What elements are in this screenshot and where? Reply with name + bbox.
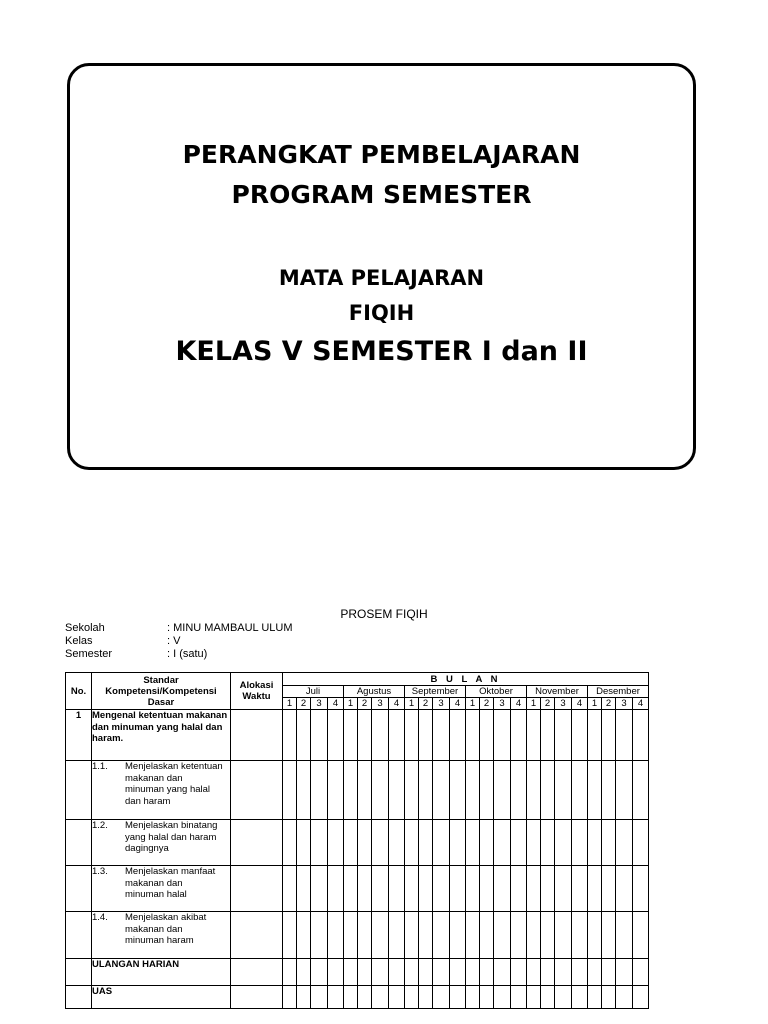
week-cell	[372, 912, 389, 959]
week-cell	[511, 866, 527, 912]
row-number	[66, 866, 92, 912]
header-no: No.	[66, 673, 92, 710]
week-cell	[433, 820, 450, 866]
week-cell	[328, 820, 344, 866]
week-cell	[588, 761, 602, 820]
week-cell	[527, 710, 541, 761]
month-header: Oktober	[466, 686, 527, 698]
week-cell	[344, 710, 358, 761]
week-cell	[297, 912, 311, 959]
kd-number: 1.2.	[92, 820, 108, 831]
week-header: 3	[494, 698, 511, 710]
week-cell	[494, 959, 511, 986]
week-cell	[433, 710, 450, 761]
week-cell	[541, 986, 555, 1009]
week-cell	[527, 820, 541, 866]
kd-number: 1.4.	[92, 912, 108, 923]
week-cell	[311, 820, 328, 866]
week-cell	[283, 986, 297, 1009]
week-cell	[283, 761, 297, 820]
week-cell	[311, 761, 328, 820]
week-cell	[328, 866, 344, 912]
week-cell	[616, 986, 633, 1009]
week-cell	[466, 710, 480, 761]
week-cell	[450, 761, 466, 820]
week-cell	[602, 761, 616, 820]
week-cell	[572, 986, 588, 1009]
kompetensi-cell	[92, 866, 231, 912]
week-header: 2	[358, 698, 372, 710]
week-cell	[344, 912, 358, 959]
week-cell	[541, 820, 555, 866]
week-header: 3	[433, 698, 450, 710]
alokasi-cell	[231, 959, 283, 986]
week-cell	[527, 912, 541, 959]
week-cell	[433, 912, 450, 959]
week-cell	[433, 866, 450, 912]
alokasi-cell	[231, 912, 283, 959]
week-cell	[527, 761, 541, 820]
week-cell	[480, 866, 494, 912]
week-cell	[616, 959, 633, 986]
week-cell	[572, 866, 588, 912]
week-cell	[405, 710, 419, 761]
week-cell	[616, 866, 633, 912]
week-cell	[328, 710, 344, 761]
week-cell	[633, 761, 649, 820]
week-cell	[344, 986, 358, 1009]
week-cell	[419, 710, 433, 761]
week-header: 4	[572, 698, 588, 710]
week-cell	[527, 959, 541, 986]
week-cell	[419, 866, 433, 912]
week-cell	[572, 912, 588, 959]
week-cell	[433, 986, 450, 1009]
week-cell	[480, 710, 494, 761]
week-cell	[588, 986, 602, 1009]
week-cell	[433, 761, 450, 820]
kd-text: Mengenal ketentuan makanan dan minuman yang halal dan haram.	[92, 710, 228, 744]
week-cell	[541, 912, 555, 959]
week-header: 3	[311, 698, 328, 710]
week-cell	[511, 959, 527, 986]
week-cell	[358, 761, 372, 820]
week-cell	[358, 986, 372, 1009]
week-cell	[389, 866, 405, 912]
week-cell	[602, 912, 616, 959]
week-cell	[344, 761, 358, 820]
week-cell	[466, 959, 480, 986]
week-cell	[297, 710, 311, 761]
week-cell	[633, 986, 649, 1009]
week-cell	[389, 761, 405, 820]
week-cell	[541, 959, 555, 986]
week-cell	[588, 959, 602, 986]
week-cell	[328, 912, 344, 959]
week-cell	[555, 710, 572, 761]
cover-title-line2: PROGRAM SEMESTER	[231, 180, 532, 209]
week-cell	[572, 820, 588, 866]
week-header: 2	[602, 698, 616, 710]
week-header: 1	[527, 698, 541, 710]
week-cell	[511, 820, 527, 866]
week-cell	[389, 959, 405, 986]
week-cell	[283, 866, 297, 912]
week-cell	[405, 866, 419, 912]
week-header: 1	[344, 698, 358, 710]
cover-subject-name: FIQIH	[348, 301, 415, 325]
month-header: Juli	[283, 686, 344, 698]
week-cell	[494, 761, 511, 820]
week-cell	[602, 866, 616, 912]
week-cell	[588, 912, 602, 959]
week-cell	[555, 912, 572, 959]
week-cell	[311, 959, 328, 986]
week-cell	[494, 866, 511, 912]
week-cell	[633, 866, 649, 912]
week-cell	[450, 912, 466, 959]
week-cell	[405, 986, 419, 1009]
kompetensi-cell	[92, 761, 231, 820]
week-cell	[633, 710, 649, 761]
week-cell	[419, 986, 433, 1009]
week-cell	[555, 820, 572, 866]
table-row	[66, 710, 649, 761]
week-cell	[555, 986, 572, 1009]
week-cell	[616, 710, 633, 761]
week-cell	[297, 959, 311, 986]
week-cell	[372, 761, 389, 820]
week-cell	[344, 820, 358, 866]
week-cell	[311, 866, 328, 912]
kd-number: 1.3.	[92, 866, 108, 877]
week-cell	[297, 761, 311, 820]
table-row	[66, 761, 649, 820]
kompetensi-cell	[92, 912, 231, 959]
week-cell	[633, 820, 649, 866]
alokasi-cell	[231, 866, 283, 912]
table-row	[66, 986, 649, 1009]
week-cell	[297, 820, 311, 866]
week-header: 2	[480, 698, 494, 710]
week-cell	[389, 710, 405, 761]
week-cell	[419, 959, 433, 986]
week-cell	[358, 959, 372, 986]
row-number	[66, 761, 92, 820]
kompetensi-cell	[92, 710, 231, 761]
week-cell	[405, 959, 419, 986]
week-cell	[633, 959, 649, 986]
week-cell	[450, 820, 466, 866]
week-cell	[511, 912, 527, 959]
row-number	[66, 986, 92, 1009]
week-cell	[283, 820, 297, 866]
week-header: 3	[372, 698, 389, 710]
week-header: 2	[419, 698, 433, 710]
info-value: : MINU MAMBAUL ULUM	[167, 622, 293, 634]
alokasi-cell	[231, 710, 283, 761]
week-cell	[297, 986, 311, 1009]
week-cell	[311, 710, 328, 761]
kompetensi-cell	[92, 986, 231, 1009]
week-cell	[450, 710, 466, 761]
alokasi-cell	[231, 820, 283, 866]
week-cell	[358, 710, 372, 761]
row-number	[66, 912, 92, 959]
week-cell	[511, 986, 527, 1009]
week-cell	[283, 912, 297, 959]
week-header: 1	[283, 698, 297, 710]
week-header: 1	[405, 698, 419, 710]
week-cell	[283, 959, 297, 986]
week-cell	[328, 959, 344, 986]
table-row	[66, 820, 649, 866]
kd-text: Menjelaskan akibat makanan dan minuman haram	[125, 912, 207, 946]
week-cell	[494, 820, 511, 866]
table-row	[66, 959, 649, 986]
kompetensi-cell	[92, 820, 231, 866]
kd-text: Menjelaskan binatang yang halal dan haram dagingnya	[125, 820, 218, 854]
week-cell	[616, 761, 633, 820]
week-header: 4	[450, 698, 466, 710]
info-label: Kelas	[65, 635, 93, 647]
week-cell	[602, 710, 616, 761]
month-header: September	[405, 686, 466, 698]
info-label: Semester	[65, 648, 113, 660]
week-cell	[405, 761, 419, 820]
table-row	[66, 866, 649, 912]
week-cell	[494, 986, 511, 1009]
week-cell	[480, 959, 494, 986]
week-cell	[588, 710, 602, 761]
week-header: 2	[541, 698, 555, 710]
kd-text: Menjelaskan manfaat makanan dan minuman halal	[125, 866, 216, 900]
week-cell	[466, 866, 480, 912]
week-cell	[616, 912, 633, 959]
week-cell	[616, 820, 633, 866]
table-row	[66, 912, 649, 959]
week-header: 4	[328, 698, 344, 710]
week-cell	[527, 986, 541, 1009]
week-header: 1	[588, 698, 602, 710]
week-cell	[480, 986, 494, 1009]
header-alokasi: Alokasi Waktu	[231, 673, 283, 710]
kd-text: Menjelaskan ketentuan makanan dan minuman yang halal dan haram	[125, 761, 223, 807]
cover-class-semester: KELAS V SEMESTER I dan II	[175, 336, 588, 367]
week-cell	[541, 866, 555, 912]
header-kd: Standar Kompetensi/Kompetensi Dasar	[92, 673, 231, 710]
week-cell	[450, 866, 466, 912]
week-cell	[358, 866, 372, 912]
week-cell	[572, 959, 588, 986]
week-cell	[419, 820, 433, 866]
info-value: : V	[167, 635, 181, 647]
prosem-title: PROSEM FIQIH	[340, 607, 428, 621]
week-cell	[466, 820, 480, 866]
kompetensi-cell	[92, 959, 231, 986]
week-header: 4	[389, 698, 405, 710]
week-cell	[372, 986, 389, 1009]
week-cell	[633, 912, 649, 959]
week-cell	[328, 986, 344, 1009]
alokasi-cell	[231, 761, 283, 820]
week-cell	[372, 866, 389, 912]
week-cell	[588, 820, 602, 866]
alokasi-cell	[231, 986, 283, 1009]
week-cell	[555, 959, 572, 986]
week-cell	[602, 986, 616, 1009]
kd-text: ULANGAN HARIAN	[92, 959, 180, 970]
row-number	[66, 820, 92, 866]
week-cell	[494, 710, 511, 761]
week-cell	[419, 912, 433, 959]
week-cell	[555, 761, 572, 820]
week-cell	[344, 866, 358, 912]
week-cell	[344, 959, 358, 986]
week-cell	[494, 912, 511, 959]
week-cell	[405, 820, 419, 866]
prosem-table	[65, 672, 649, 1009]
week-cell	[328, 761, 344, 820]
week-cell	[433, 959, 450, 986]
week-cell	[311, 912, 328, 959]
header-bulan: B U L A N	[283, 673, 649, 686]
week-cell	[358, 912, 372, 959]
week-cell	[389, 912, 405, 959]
week-cell	[602, 959, 616, 986]
week-header: 1	[466, 698, 480, 710]
week-header: 2	[297, 698, 311, 710]
cover-subject-label: MATA PELAJARAN	[278, 266, 485, 290]
info-label: Sekolah	[65, 622, 105, 634]
week-cell	[297, 866, 311, 912]
week-cell	[372, 710, 389, 761]
week-cell	[372, 959, 389, 986]
week-header: 4	[511, 698, 527, 710]
week-cell	[466, 761, 480, 820]
row-number	[66, 959, 92, 986]
week-cell	[358, 820, 372, 866]
week-cell	[311, 986, 328, 1009]
week-cell	[466, 912, 480, 959]
week-cell	[588, 866, 602, 912]
month-header: Agustus	[344, 686, 405, 698]
week-cell	[527, 866, 541, 912]
week-cell	[541, 761, 555, 820]
week-cell	[405, 912, 419, 959]
week-cell	[511, 710, 527, 761]
month-header: Desember	[588, 686, 649, 698]
week-cell	[480, 820, 494, 866]
week-cell	[466, 986, 480, 1009]
week-cell	[511, 761, 527, 820]
week-cell	[480, 761, 494, 820]
week-cell	[541, 710, 555, 761]
kd-text: UAS	[92, 986, 113, 997]
info-value: : I (satu)	[167, 648, 208, 660]
week-header: 3	[555, 698, 572, 710]
week-cell	[480, 912, 494, 959]
month-header: November	[527, 686, 588, 698]
week-cell	[450, 959, 466, 986]
week-cell	[572, 761, 588, 820]
week-cell	[389, 986, 405, 1009]
cover-title-line1: PERANGKAT PEMBELAJARAN	[182, 140, 581, 169]
week-cell	[283, 710, 297, 761]
cover-box	[67, 63, 696, 470]
week-cell	[555, 866, 572, 912]
week-cell	[419, 761, 433, 820]
week-cell	[389, 820, 405, 866]
kd-number: 1.1.	[92, 761, 108, 772]
row-number: 1	[66, 710, 92, 761]
week-cell	[602, 820, 616, 866]
week-cell	[450, 986, 466, 1009]
week-cell	[572, 710, 588, 761]
week-header: 3	[616, 698, 633, 710]
week-header: 4	[633, 698, 649, 710]
week-cell	[372, 820, 389, 866]
